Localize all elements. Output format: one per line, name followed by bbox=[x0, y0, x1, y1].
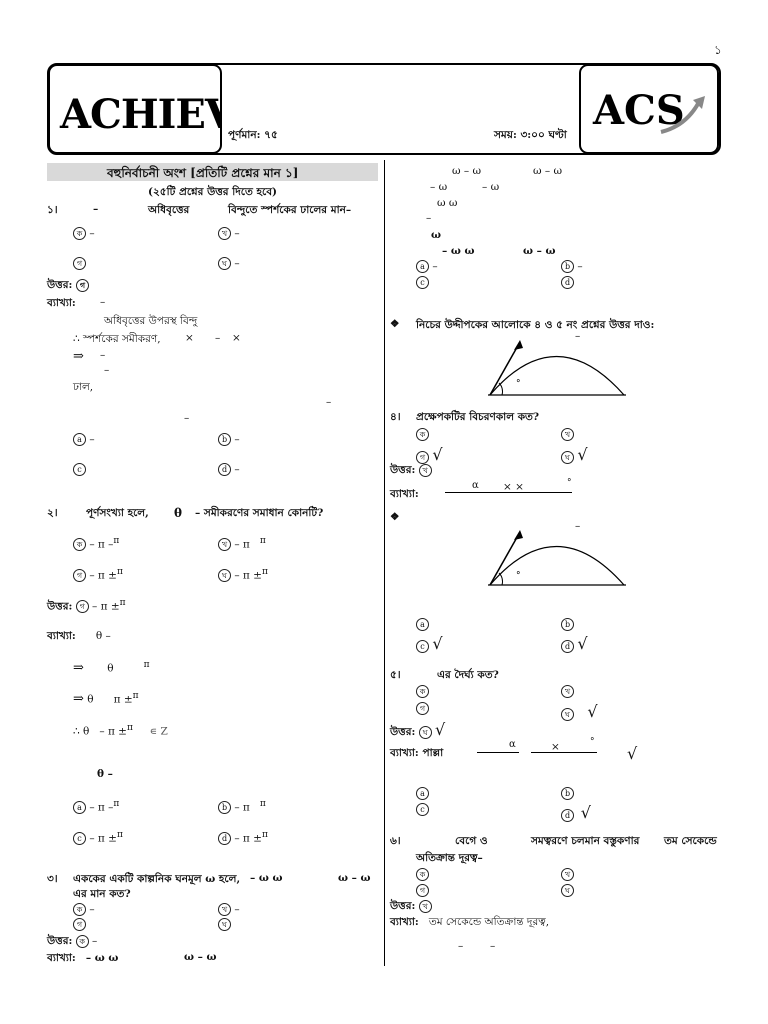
r-option-a: a – bbox=[416, 260, 438, 273]
q2-option-gh: ঘ – π ±$^\pi$ bbox=[218, 567, 268, 582]
q4-option-g: গ √ bbox=[416, 445, 443, 464]
q1-alt-option-a: a – bbox=[73, 433, 95, 446]
r-line1a: ω – ω bbox=[452, 165, 482, 177]
q3-answer: উত্তর: ক – bbox=[47, 935, 98, 947]
r-line3: ω ω bbox=[437, 197, 458, 209]
q2-number: ২। bbox=[47, 507, 58, 519]
q2-alt-option-a: a – π –$^\pi$ bbox=[73, 799, 119, 814]
stimulus1-symbol: ❖ bbox=[390, 318, 400, 330]
q1-exp-dash2: – bbox=[100, 349, 106, 361]
q6-number: ৬। bbox=[390, 835, 401, 847]
acs-logo bbox=[581, 66, 717, 152]
q2-option-g: গ – π ±$^\pi$ bbox=[73, 567, 123, 582]
acs-logo-text: ACS bbox=[593, 87, 685, 134]
q3-explanation: ব্যাখ্যা: – ω ω bbox=[47, 952, 119, 964]
q1-option-k: ক – bbox=[73, 227, 95, 240]
r-option-c: c bbox=[416, 276, 429, 289]
q2-text-b: – সমীকরণের সমাধান কোনটি? bbox=[195, 507, 324, 519]
q5-alt-option-d: d √ bbox=[561, 803, 591, 822]
q3-option-k: ক – bbox=[73, 903, 95, 916]
q5-text: এর দৈর্ঘ্য কত? bbox=[437, 669, 499, 681]
r-line6a: – ω ω bbox=[442, 245, 475, 257]
section-subtitle: (২৫টি প্রশ্নের উত্তর দিতে হবে) bbox=[148, 186, 278, 198]
stim2-option-c: c √ bbox=[416, 634, 443, 653]
logo-left-box bbox=[48, 64, 222, 154]
q4-option-k: ক bbox=[416, 428, 429, 441]
q5-times: × bbox=[551, 741, 560, 753]
q6-option-g: গ bbox=[416, 884, 429, 897]
angle-degree-2: ° bbox=[516, 571, 521, 581]
q1-alt-option-d: d – bbox=[218, 463, 240, 476]
q1-number: ১। bbox=[47, 204, 58, 216]
q5-alpha: α bbox=[509, 739, 516, 750]
q5-number: ৫। bbox=[390, 669, 401, 681]
q1-explanation-label: ব্যাখ্যা: bbox=[47, 297, 76, 309]
q2-text-a: পূর্ণসংখ্যা হলে, bbox=[86, 507, 149, 519]
r-line2a: – ω bbox=[430, 181, 448, 193]
q1-exp-implies: ⇒ bbox=[73, 349, 84, 364]
q6-exp-dash2: – bbox=[490, 940, 496, 952]
q6-answer: উত্তর: খ bbox=[390, 899, 432, 916]
q3-expr2: ω – ω bbox=[338, 872, 371, 884]
q1-exp-slope: ঢাল, bbox=[73, 381, 94, 393]
q1-text-a: অধিবৃত্তের bbox=[148, 204, 190, 216]
q4-times: × × bbox=[503, 481, 524, 493]
q1-exp-minus: – bbox=[215, 332, 221, 344]
r-line6b: ω – ω bbox=[523, 245, 556, 257]
achieve-logo-text: ACHIE bbox=[60, 91, 205, 138]
q2-theta: θ bbox=[174, 506, 183, 520]
q2-option-kh: খ – π $^\pi$ bbox=[218, 536, 266, 551]
section-title: বহুনির্বাচনী অংশ [প্রতিটি প্রশ্নের মান ১] bbox=[107, 166, 299, 180]
q2-exp-line2: ⇒ θ $^\pi$ bbox=[73, 660, 150, 676]
q3-text2: এর মান কত? bbox=[73, 888, 131, 900]
stimulus2-dash: – bbox=[575, 520, 581, 532]
q2-answer: উত্তর: গ – π ±$^\pi$ bbox=[47, 598, 126, 613]
r-option-b: b – bbox=[561, 260, 583, 273]
q2-exp-line5: θ – bbox=[97, 768, 113, 780]
q1-option-kh: খ – bbox=[218, 227, 240, 240]
q3-expr1: – ω ω bbox=[250, 872, 283, 884]
angle-degree-1: ° bbox=[516, 379, 521, 389]
q1-alt-option-c: c bbox=[73, 463, 86, 476]
q5-option-gh: ঘ √ bbox=[561, 702, 598, 721]
q5-alt-option-a: a bbox=[416, 787, 429, 800]
exam-time: সময়: ৩:০০ ঘণ্টা bbox=[494, 129, 567, 141]
q4-option-kh: খ bbox=[561, 428, 574, 441]
q6-option-gh: ঘ bbox=[561, 884, 574, 897]
q1-exp-times1: × bbox=[185, 332, 194, 344]
q6-exp-dash1: – bbox=[458, 940, 464, 952]
stimulus1-text: নিচের উদ্দীপকের আলোকে ৪ ও ৫ নং প্রশ্নের উত্তর দাও: bbox=[416, 319, 655, 331]
q4-text: প্রক্ষেপকটির বিচরণকাল কত? bbox=[416, 411, 540, 423]
r-line5: ω bbox=[431, 229, 441, 241]
q5-explanation-label: ব্যাখ্যা: পাল্লা bbox=[390, 747, 444, 759]
q2-alt-option-b: b – π $^\pi$ bbox=[218, 799, 266, 814]
r-option-d: d bbox=[561, 276, 574, 289]
q5-option-g: গ bbox=[416, 702, 429, 715]
q3-option-kh: খ – bbox=[218, 903, 240, 916]
q2-option-k: ক – π –$^\pi$ bbox=[73, 536, 119, 551]
q2-explanation: ব্যাখ্যা: θ – bbox=[47, 630, 111, 642]
q5-option-kh: খ bbox=[561, 685, 574, 698]
q6-text4: অতিক্রান্ত দূরত্ব– bbox=[416, 852, 483, 864]
q5-fraction-bar2 bbox=[531, 752, 597, 753]
q1-alt-option-b: b – bbox=[218, 433, 240, 446]
q4-answer: উত্তর: খ bbox=[390, 463, 432, 480]
q5-root: √ bbox=[627, 744, 638, 763]
stim2-option-d: d √ bbox=[561, 634, 588, 653]
page-number: ১ bbox=[714, 43, 722, 57]
q1-exp-line2: ∴ স্পর্শকের সমীকরণ, bbox=[73, 333, 161, 345]
r-line4: – bbox=[426, 212, 432, 224]
column-divider bbox=[384, 160, 385, 966]
r-line1b: ω – ω bbox=[533, 165, 563, 177]
q6-text2: সমত্বরণে চলমান বস্তুকণার bbox=[531, 835, 640, 847]
stim2-option-b: b bbox=[561, 618, 574, 631]
q1-exp-dash4: – bbox=[326, 396, 332, 408]
stimulus1-dash: – bbox=[575, 330, 581, 342]
achieve-logo bbox=[50, 66, 220, 152]
stim2-option-a: a bbox=[416, 618, 429, 631]
q1-exp-times2: × bbox=[232, 332, 241, 344]
q6-option-k: ক bbox=[416, 868, 429, 881]
q6-explanation: ব্যাখ্যা: তম সেকেন্ডে অতিক্রান্ত দূরত্ব, bbox=[390, 916, 550, 928]
q1-option-g: গ bbox=[73, 257, 86, 270]
q2-exp-line3: ⇒ θ π ±$^\pi$ bbox=[73, 691, 139, 707]
q1-exp-dash3: – bbox=[104, 364, 110, 376]
q1-exp-line1: অধিবৃত্তের উপরস্থ বিন্দু bbox=[104, 315, 198, 327]
q3-number: ৩। bbox=[47, 873, 58, 885]
q4-alpha: α bbox=[472, 480, 479, 491]
full-marks: পূর্ণমান: ৭৫ bbox=[228, 129, 278, 141]
q1-option-gh: ঘ – bbox=[218, 257, 240, 270]
projectile-diagram-2 bbox=[486, 526, 628, 588]
projectile-diagram-1 bbox=[486, 336, 628, 398]
q6-text3: তম সেকেন্ডে bbox=[664, 835, 717, 847]
q5-alt-option-c: c bbox=[416, 803, 429, 816]
q5-option-k: ক bbox=[416, 685, 429, 698]
q2-alt-option-d: d – π ±$^\pi$ bbox=[218, 830, 268, 845]
q5-degree: ° bbox=[590, 737, 595, 747]
logo-right-box bbox=[579, 64, 719, 154]
q6-text1: বেগে ও bbox=[455, 835, 488, 847]
q1-dash: – bbox=[93, 203, 99, 215]
q4-degree: ° bbox=[567, 478, 572, 488]
r-line2b: – ω bbox=[482, 181, 500, 193]
q1-answer: উত্তর: গ bbox=[47, 278, 89, 295]
q4-option-gh: ঘ √ bbox=[561, 445, 588, 464]
q1-text-b: বিন্দুতে স্পর্শকের ঢালের মান– bbox=[228, 204, 352, 216]
q5-alt-option-b: b bbox=[561, 787, 574, 800]
q3-option-gh: ঘ bbox=[218, 918, 231, 931]
q3-option-g: গ bbox=[73, 918, 86, 931]
q6-option-kh: খ bbox=[561, 868, 574, 881]
q5-answer: উত্তর: ঘ √ bbox=[390, 720, 446, 739]
q1-exp-dash: – bbox=[100, 296, 106, 308]
q2-exp-line4: ∴ θ – π ±$^\pi$ ∊ Z bbox=[73, 723, 168, 738]
q4-explanation-label: ব্যাখ্যা: bbox=[390, 488, 419, 500]
q4-number: ৪। bbox=[390, 411, 401, 423]
q5-fraction-bar1 bbox=[477, 752, 519, 753]
q3-exp-expr: ω – ω bbox=[184, 951, 217, 963]
stimulus2-symbol: ❖ bbox=[390, 511, 400, 523]
q2-alt-option-c: c – π ±$^\pi$ bbox=[73, 830, 123, 845]
q1-exp-dash5: – bbox=[184, 412, 190, 424]
q3-text: এককের একটি কাল্পনিক ঘনমূল ω হলে, bbox=[73, 873, 241, 885]
